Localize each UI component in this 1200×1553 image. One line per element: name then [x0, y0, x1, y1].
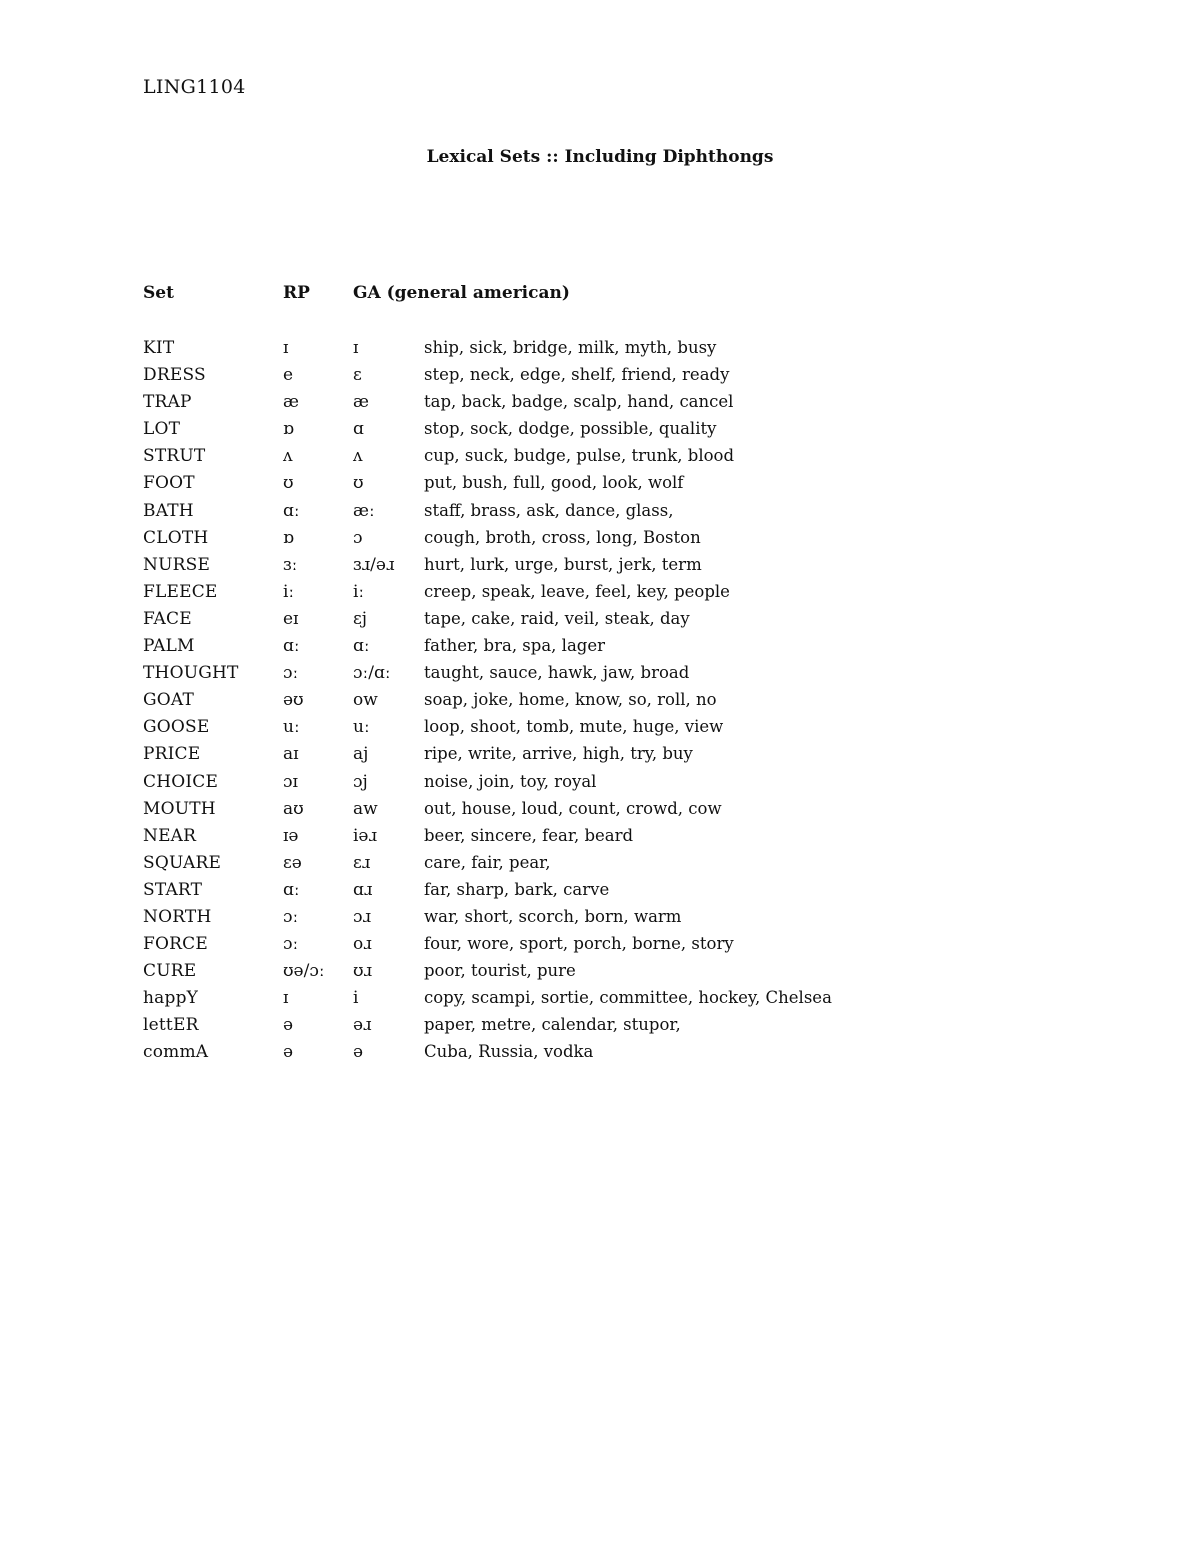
ga-vowel: ɑ [353, 419, 364, 440]
example-words: step, neck, edge, shelf, friend, ready [424, 365, 730, 385]
example-words: cup, suck, budge, pulse, trunk, blood [424, 446, 735, 466]
ga-vowel: əɹ [353, 1015, 372, 1036]
set-name: KIT [143, 338, 175, 358]
set-name: THOUGHT [143, 663, 239, 684]
table-row [143, 364, 1043, 391]
table-row [143, 662, 1043, 689]
rp-vowel: ə [283, 1015, 294, 1036]
rp-vowel: iː [283, 581, 295, 602]
ga-vowel: i [353, 988, 359, 1009]
ga-vowel: aw [353, 798, 378, 819]
table-row [143, 554, 1043, 581]
rp-vowel: ɪə [283, 825, 299, 846]
table-row [143, 987, 1043, 1014]
rp-vowel: ɒ [283, 419, 294, 440]
rp-vowel: ɔː [283, 663, 299, 684]
table-row [143, 472, 1043, 499]
set-name: NEAR [143, 825, 197, 846]
example-words: creep, speak, leave, feel, key, people [424, 581, 730, 601]
set-name: FACE [143, 608, 192, 629]
set-name: START [143, 879, 203, 900]
ga-vowel: ə [353, 1042, 364, 1063]
example-words: beer, sincere, fear, beard [424, 825, 634, 845]
page-title [0, 147, 1200, 167]
ga-vowel: ɔj [353, 771, 368, 792]
ga-vowel: ʊ [353, 473, 364, 494]
rp-vowel: aʊ [283, 798, 304, 819]
set-name: STRUT [143, 446, 206, 467]
set-name: happY [143, 988, 199, 1009]
header-ga: GA (general american) [353, 283, 570, 303]
rp-vowel: ə [283, 1042, 294, 1063]
table-row [143, 771, 1043, 798]
set-name: BATH [143, 500, 194, 521]
set-name: CLOTH [143, 527, 209, 548]
ga-vowel: ɛɹ [353, 852, 371, 873]
set-name: FORCE [143, 934, 208, 955]
set-name: FOOT [143, 473, 195, 494]
set-name: MOUTH [143, 798, 216, 819]
rp-vowel: uː [283, 717, 300, 738]
ga-vowel: ɔɹ [353, 906, 372, 927]
lexical-sets-table [143, 337, 1043, 1069]
table-row [143, 527, 1043, 554]
rp-vowel: əʊ [283, 690, 304, 711]
rp-vowel: ɔɪ [283, 771, 298, 792]
rp-vowel: aɪ [283, 744, 299, 765]
example-words: hurt, lurk, urge, burst, jerk, term [424, 554, 702, 574]
rp-vowel: ɜː [283, 554, 298, 575]
table-row [143, 933, 1043, 960]
table-row [143, 716, 1043, 743]
example-words: staff, brass, ask, dance, glass, [424, 500, 674, 520]
ga-vowel: uː [353, 717, 370, 738]
ga-vowel: ow [353, 690, 378, 711]
rp-vowel: ɒ [283, 527, 294, 548]
example-words: Cuba, Russia, vodka [424, 1042, 594, 1062]
example-words: care, fair, pear, [424, 852, 551, 872]
ga-vowel: ʊɹ [353, 961, 373, 982]
table-row [143, 798, 1043, 825]
example-words: tape, cake, raid, veil, steak, day [424, 608, 690, 628]
table-row [143, 581, 1043, 608]
ga-vowel: ʌ [353, 446, 363, 467]
table-row [143, 1014, 1043, 1041]
ga-vowel: aj [353, 744, 369, 765]
rp-vowel: ɔː [283, 906, 299, 927]
table-row [143, 879, 1043, 906]
table-row [143, 500, 1043, 527]
ga-vowel: ɜɹ/əɹ [353, 554, 395, 575]
set-name: DRESS [143, 365, 206, 386]
example-words: war, short, scorch, born, warm [424, 906, 682, 926]
example-words: stop, sock, dodge, possible, quality [424, 419, 717, 439]
table-row [143, 1041, 1043, 1068]
ga-vowel: iəɹ [353, 825, 378, 846]
ga-vowel: ɑː [353, 636, 370, 657]
ga-vowel: ɪ [353, 338, 359, 358]
table-row [143, 418, 1043, 445]
example-words: put, bush, full, good, look, wolf [424, 473, 684, 493]
ga-vowel: æː [353, 500, 375, 521]
example-words: loop, shoot, tomb, mute, huge, view [424, 717, 724, 737]
set-name: TRAP [143, 392, 192, 413]
rp-vowel: ɑː [283, 636, 300, 657]
set-name: commA [143, 1042, 209, 1063]
set-name: lettER [143, 1015, 199, 1036]
example-words: taught, sauce, hawk, jaw, broad [424, 663, 690, 683]
rp-vowel: ʊ [283, 473, 294, 494]
example-words: cough, broth, cross, long, Boston [424, 527, 701, 547]
table-row [143, 689, 1043, 716]
ga-vowel: ɔ [353, 527, 363, 548]
example-words: soap, joke, home, know, so, roll, no [424, 690, 717, 710]
example-words: four, wore, sport, porch, borne, story [424, 934, 734, 954]
set-name: GOOSE [143, 717, 210, 738]
rp-vowel: ɑː [283, 500, 300, 521]
page-title-text: Lexical Sets :: Including Diphthongs [426, 147, 774, 167]
rp-vowel: e [283, 365, 294, 386]
rp-vowel: ɪ [283, 338, 289, 358]
rp-vowel: æ [283, 392, 299, 413]
table-row [143, 635, 1043, 662]
rp-vowel: ʌ [283, 446, 293, 467]
table-row [143, 906, 1043, 933]
example-words: ripe, write, arrive, high, try, buy [424, 744, 693, 764]
example-words: far, sharp, bark, carve [424, 879, 610, 899]
ga-vowel: ɑɹ [353, 879, 373, 900]
rp-vowel: ɑː [283, 879, 300, 900]
table-row [143, 960, 1043, 987]
set-name: GOAT [143, 690, 195, 711]
table-row [143, 337, 1043, 364]
set-name: FLEECE [143, 581, 218, 602]
set-name: LOT [143, 419, 181, 440]
example-words: copy, scampi, sortie, committee, hockey, Chelsea [424, 988, 832, 1008]
table-row [143, 852, 1043, 879]
example-words: paper, metre, calendar, stupor, [424, 1015, 681, 1035]
set-name: PRICE [143, 744, 201, 765]
set-name: CURE [143, 961, 197, 982]
rp-vowel: eɪ [283, 608, 299, 629]
table-row [143, 608, 1043, 635]
set-name: NORTH [143, 906, 212, 927]
example-words: father, bra, spa, lager [424, 636, 605, 656]
set-name: NURSE [143, 554, 211, 575]
table-row [143, 391, 1043, 418]
example-words: ship, sick, bridge, milk, myth, busy [424, 338, 717, 357]
example-words: tap, back, badge, scalp, hand, cancel [424, 392, 734, 412]
table-row [143, 445, 1043, 472]
table-row [143, 743, 1043, 770]
ga-vowel: iː [353, 581, 365, 602]
header-set: Set [143, 283, 174, 303]
rp-vowel: ʊə/ɔː [283, 961, 325, 982]
example-words: out, house, loud, count, crowd, cow [424, 798, 722, 818]
course-code: LING1104 [143, 76, 246, 98]
set-name: CHOICE [143, 771, 219, 792]
example-words: noise, join, toy, royal [424, 771, 597, 791]
example-words: poor, tourist, pure [424, 961, 576, 981]
rp-vowel: ɛə [283, 852, 302, 873]
ga-vowel: oɹ [353, 934, 372, 955]
header-rp: RP [283, 283, 310, 303]
ga-vowel: æ [353, 392, 369, 413]
set-name: PALM [143, 636, 195, 657]
rp-vowel: ɪ [283, 988, 289, 1009]
table-row [143, 825, 1043, 852]
rp-vowel: ɔː [283, 934, 299, 955]
ga-vowel: ɔː/ɑː [353, 663, 391, 684]
ga-vowel: ɛj [353, 608, 368, 629]
set-name: SQUARE [143, 852, 222, 873]
ga-vowel: ɛ [353, 365, 362, 386]
